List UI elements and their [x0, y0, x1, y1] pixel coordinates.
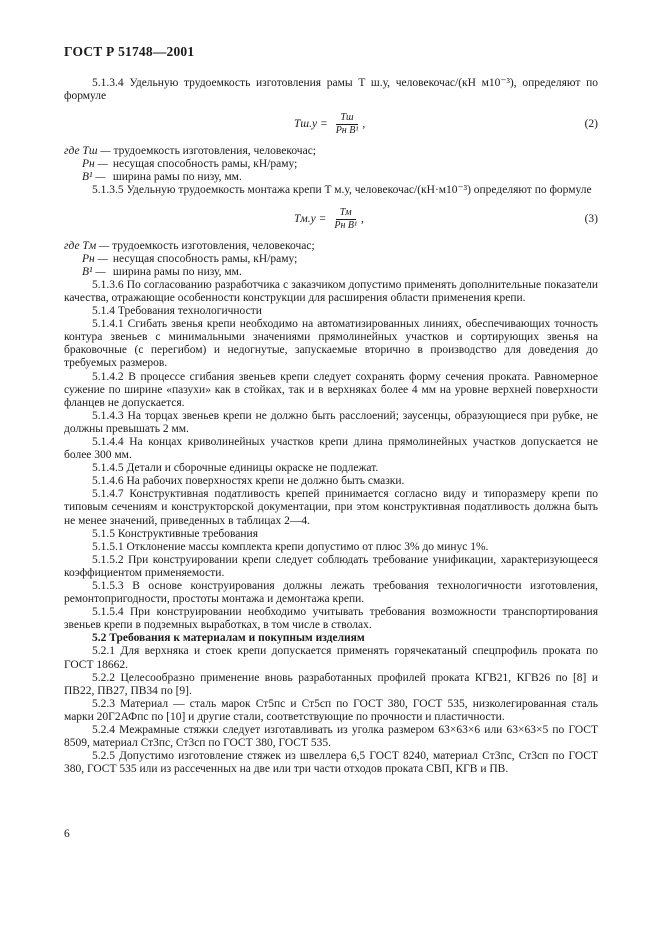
document-header: ГОСТ Р 51748—2001 [64, 44, 195, 59]
definition-symbol: Pн — [82, 158, 108, 171]
paragraph: 5.1.3.6 По согласованию разработчика с заказчиком допустимо применять дополнительные показатели качества, отражающие особенности конструкции для расширения области применения крепи. [64, 278, 598, 304]
definitions-list-1 [64, 145, 598, 184]
definition-text: несущая способность рамы, кН/раму; [112, 252, 298, 265]
paragraph-5135: 5.1.3.5 Удельную трудоемкость монтажа крепи T м.у, человекочас/(кН·м10⁻³) определяют по формуле [92, 184, 592, 197]
paragraph: 5.1.4.4 На концах криволинейных участков крепи длина прямолинейных участков допускается не более 300 мм. [64, 435, 598, 462]
paragraph: 5.1.4.3 На торцах звеньев крепи не должно быть расслоений; заусенцы, образующиеся при рубке, не должны превышать 2 мм. [64, 409, 598, 435]
paragraph: 5.1.4.2 В процессе сгибания звеньев крепи следует сохранять форму сечения проката. Равномерное сужение по ширине «пазухи» как в стойках, так и в верхняках более 4 мм на уровне верхней поверхности фланцев не допускается. [64, 370, 598, 409]
formula-3-numerator: Tм [336, 207, 356, 220]
paragraph: 5.1.4.5 Детали и сборочные единицы окраске не подлежат. [92, 462, 379, 475]
definition-symbol: где Tм — [64, 239, 110, 252]
formula-2-lhs: Tш.у = [294, 118, 328, 131]
definition-symbol: где Tш — [64, 145, 111, 158]
paragraph: 5.1.4.6 На рабочих поверхностях крепи не должно быть смазки. [92, 475, 405, 488]
formula-2-denominator: Pн B¹ [335, 125, 359, 137]
definition-item [64, 158, 598, 171]
definition-text: ширина рамы по низу, мм. [112, 265, 242, 278]
formula-2-numerator: Tш [336, 112, 357, 125]
definition-symbol: B¹ — [82, 265, 106, 278]
definition-item [64, 266, 598, 279]
paragraph: 5.1.5.2 При конструировании крепи следует соблюдать требование унификации, характеризующееся коэффициентом применяемости. [64, 553, 598, 579]
formula-2 [64, 109, 598, 139]
paragraph: 5.1.4 Требования технологичности [92, 305, 262, 318]
paragraph: 5.1.5.1 Отклонение массы комплекта крепи допустимо от плюс 3% до минус 1%. [92, 540, 489, 553]
paragraph: 5.1.5 Конструктивные требования [92, 527, 259, 540]
formula-2-tail: , [362, 118, 366, 131]
definition-text: ширина рамы по низу, мм. [112, 171, 242, 184]
paragraphs [64, 279, 598, 777]
definition-item [64, 240, 598, 253]
definition-item [64, 253, 598, 266]
paragraph: 5.2.4 Межрамные стяжки следует изготавливать из уголка размером 63×63×6 или 63×63×5 по ГОСТ 8509, материал Ст3пс, Ст3сп по ГОСТ 380, ГОСТ 535. [64, 724, 598, 750]
formula-3-lhs: Tм.у = [294, 212, 327, 225]
paragraph: 5.2.1 Для верхняка и стоек крепи допускается применять горячекатаный спецпрофиль проката по ГОСТ 18662. [64, 645, 598, 671]
page-number: 6 [64, 828, 70, 840]
formula-3-tail: , [361, 212, 364, 225]
definition-text: несущая способность рамы, кН/раму; [112, 158, 298, 171]
definition-text: трудоемкость изготовления, человекочас; [112, 239, 315, 252]
paragraph: 5.1.5.3 В основе конструирования должны лежать требования технологичности изготовления, ремонтопригодности, простоты монтажа и демонтажа крепи. [64, 580, 598, 606]
paragraph: 5.1.4.7 Конструктивная податливость крепей принимается согласно виду и типоразмеру крепи по типовым сечениям и конструкторской документации, при этом конструктивная податливость должна быть не менее значений, приведенных в таблицах 2—4. [64, 488, 598, 527]
paragraph: 5.1.4.1 Сгибать звенья крепи необходимо на автоматизированных линиях, обеспечивающих точность контура звеньев с минимальными значениями прямолинейных участков и сортирующих звенья на браковочные (с перегибом) и недогнутые, запускаемые вторично в производство для доведения до требуемых размеров. [64, 318, 598, 370]
section-heading: 5.2 Требования к материалам и покупным изделиям [92, 632, 365, 645]
definitions-list-2 [64, 240, 598, 279]
definition-item [64, 145, 598, 158]
paragraph-5134: 5.1.3.4 Удельную трудоемкость изготовления рамы T ш.у, человекочас/(кН м10⁻³), определяют по формуле [64, 77, 598, 103]
paragraph: 5.1.5.4 При конструировании необходимо учитывать требования возможности транспортирования звеньев крепи в подземных выработках, в том числе в стволах. [64, 606, 598, 632]
formula-3-denominator: Pн B¹ [334, 219, 358, 231]
formula-3-number: (3) [584, 212, 598, 225]
formula-3 [64, 204, 598, 234]
definition-symbol: Pн — [82, 252, 108, 265]
definition-symbol: B¹ — [82, 171, 106, 184]
definition-item [64, 171, 598, 184]
formula-2-number: (2) [584, 118, 598, 131]
paragraph: 5.2.2 Целесообразно применение вновь разработанных профилей проката КГВ21, КГВ26 по [8] и ПВ22, ПВ27, ПВ34 по [9]. [64, 671, 598, 697]
paragraph: 5.2.5 Допустимо изготовление стяжек из швеллера 6,5 ГОСТ 8240, материал Ст3пс, Ст3сп по ГОСТ 380, ГОСТ 535 или из рассеченных на две или три части отходов проката СВП, КГВ и ПВ. [64, 750, 598, 776]
document-body [64, 77, 598, 776]
definition-text: трудоемкость изготовления, человекочас; [113, 145, 316, 158]
paragraph: 5.2.3 Материал — сталь марок Ст5пс и Ст5сп по ГОСТ 380, ГОСТ 535, низколегированная сталь марки 20Г2АФпс по [10] и другие стали, соответствующие по прочности и пластичности. [64, 697, 598, 723]
